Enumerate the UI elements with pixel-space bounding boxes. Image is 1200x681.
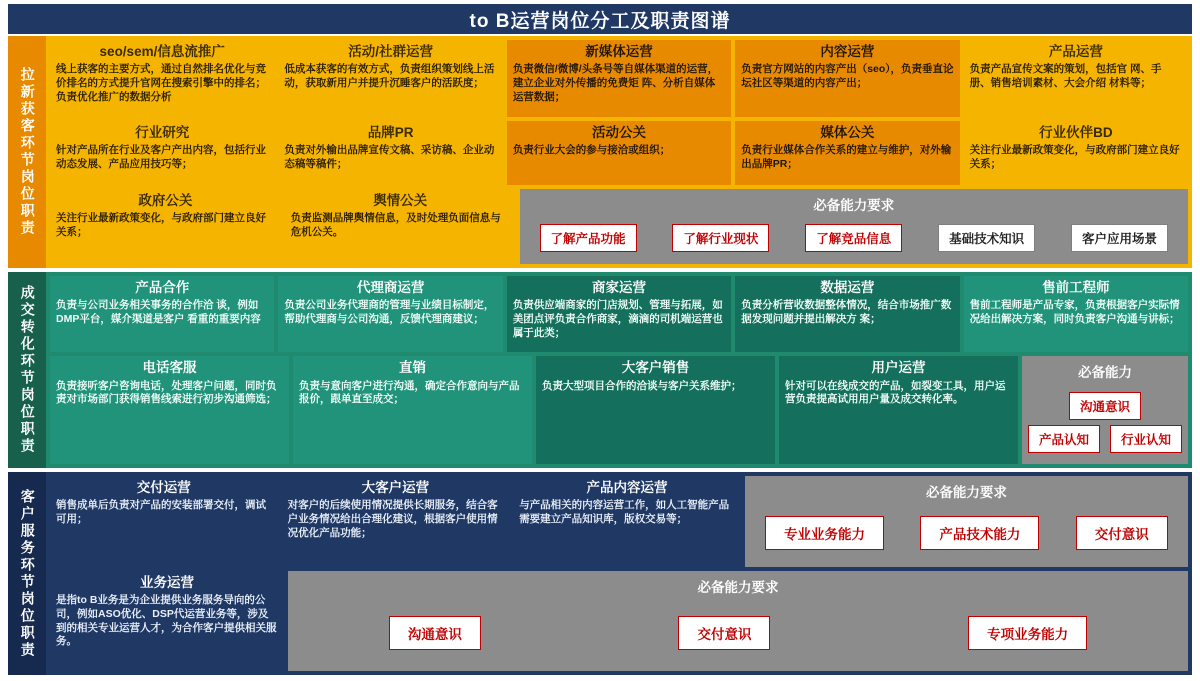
role-card-merchant-ops[interactable] (507, 276, 731, 352)
role-title: 活动公关 (592, 125, 647, 141)
ability-panel-service-top (745, 476, 1188, 567)
role-card-data-ops[interactable] (735, 276, 959, 352)
ability-chip-list (294, 603, 1182, 663)
role-desc: 负责微信/微博/头条号等自媒体渠道的运营，建立企业对外传播的免费矩 阵、分析自媒体运营数据； (512, 63, 719, 103)
role-desc: 售前工程师是产品专家，负责根据客户实际情况给出解决方案，同时负责客户沟通与讲标； (969, 299, 1180, 326)
role-card-product-partnership[interactable] (50, 276, 274, 352)
role-title: seo/sem/信息流推广 (99, 44, 225, 59)
role-desc: 与产品相关的内容运营工作，如人工智能产品需要建立产品知识库，版权交易等； (519, 499, 730, 526)
role-title: 商家运营 (592, 280, 647, 295)
role-title: 行业研究 (135, 125, 190, 141)
role-row (50, 189, 1188, 264)
role-desc: 负责与意向客户进行沟通，确定合作意向与产品报价，跟单直至成交； (299, 379, 520, 406)
ability-chip-row (1028, 425, 1182, 453)
role-card-direct-sales[interactable] (293, 356, 532, 464)
role-desc: 负责与公司业务相关事务的合作洽 谈，例如DMP平台，媒介渠道是客户 看重的重要内容 (56, 299, 261, 326)
role-title: 品牌PR (367, 125, 414, 141)
role-title: 数据运营 (820, 280, 875, 295)
role-desc: 负责行业媒体合作关系的建立与维护，对外输出品牌PR； (741, 144, 952, 171)
role-card-presales-engineer[interactable] (964, 276, 1188, 352)
role-desc: 负责行业大会的参与接洽或组织； (512, 144, 671, 157)
role-card-delivery-ops[interactable] (50, 476, 278, 567)
role-desc: 是指to B业务是为企业提供业务服务导向的公司，例如ASO优化、DSP代运营业务等，涉及到的相关专业运营人才，为合作客户提供相关服务。 (56, 593, 277, 648)
role-title: 大客户运营 (361, 480, 430, 495)
role-title: 行业伙伴BD (1039, 125, 1113, 141)
role-desc: 负责监测品牌舆情信息，及时处理负面信息与危机公关。 (290, 211, 501, 238)
ability-chip[interactable]: 交付意识 (1076, 516, 1168, 550)
role-card-seo-sem[interactable] (50, 40, 274, 117)
role-card-brand-pr[interactable] (278, 121, 502, 184)
role-card-business-ops[interactable] (50, 571, 284, 671)
role-title: 业务运营 (140, 574, 194, 590)
section-spine-label: 拉新获客环节岗位职责 (8, 36, 46, 268)
role-card-industry-research[interactable] (50, 121, 274, 184)
role-title: 用户运营 (871, 360, 926, 376)
role-title: 直销 (399, 360, 426, 376)
ability-panel-service-bottom (288, 571, 1188, 671)
role-row (50, 276, 1188, 352)
ability-chip[interactable]: 专项业务能力 (968, 616, 1087, 650)
role-title: 代理商运营 (356, 280, 425, 295)
role-card-agent-ops[interactable] (278, 276, 502, 352)
role-desc: 针对产品所在行业及客户产出内容，包括行业动态发展、产品应用技巧等； (56, 144, 266, 171)
role-desc: 负责对外输出品牌宣传文稿、采访稿、企业动态稿等稿件； (284, 144, 495, 171)
role-desc: 负责大型项目合作的洽谈与客户关系维护； (542, 379, 742, 392)
role-card-key-account-sales[interactable] (536, 356, 775, 464)
role-title: 大客户销售 (621, 360, 690, 376)
section-conversion (8, 272, 1192, 468)
role-title: 政府公关 (138, 192, 193, 208)
ability-chip[interactable]: 产品技术能力 (920, 516, 1039, 550)
role-title: 新媒体运营 (585, 44, 653, 59)
role-row (50, 571, 1188, 671)
role-title: 舆情公关 (373, 192, 428, 208)
role-row (50, 40, 1188, 117)
role-title: 交付运营 (136, 480, 191, 495)
role-card-content-ops[interactable] (735, 40, 959, 117)
ability-chip[interactable]: 了解行业现状 (672, 224, 769, 252)
ability-chip[interactable]: 沟通意识 (1069, 392, 1141, 420)
role-card-sentiment-pr[interactable] (285, 189, 516, 264)
role-card-event-pr[interactable] (507, 121, 731, 184)
role-row (50, 356, 1188, 464)
role-desc: 关注行业最新政策变化，与政府部门建立良好关系； (969, 144, 1180, 171)
role-title: 媒体公关 (820, 125, 875, 141)
ability-panel-title: 必备能力要求 (697, 579, 779, 595)
role-desc: 销售成单后负责对产品的安装部署交付，调试可用； (56, 499, 266, 526)
ability-panel-title: 必备能力要求 (813, 197, 895, 213)
role-title: 活动/社群运营 (348, 44, 433, 59)
ability-chip[interactable]: 基础技术知识 (938, 224, 1035, 252)
role-title: 售前工程师 (1042, 280, 1110, 295)
role-desc: 负责分析营收数据整体情况，结合市场推广数据发现问题并提出解决方 案； (741, 299, 952, 326)
page-title: to B运营岗位分工及职责图谱 (8, 4, 1192, 34)
ability-chip[interactable]: 交付意识 (678, 616, 770, 650)
role-card-phone-support[interactable] (50, 356, 289, 464)
ability-chip-list (1028, 388, 1182, 456)
role-card-partner-bd[interactable] (964, 121, 1188, 184)
role-card-activity-community[interactable] (278, 40, 502, 117)
role-desc: 关注行业最新政策变化，与政府部门建立良好关系； (56, 211, 266, 238)
role-title: 电话客服 (142, 360, 197, 376)
role-title: 产品合作 (135, 280, 190, 295)
ability-chip[interactable]: 客户应用场景 (1071, 224, 1168, 252)
role-desc: 负责产品宣传文案的策划，包括官 网、手册、销售培训素材、大会介绍 材料等； (969, 63, 1162, 90)
role-card-government-pr[interactable] (50, 189, 281, 264)
ability-chip-row (1069, 392, 1141, 420)
role-title: 产品内容运营 (586, 480, 668, 495)
role-desc: 负责接听客户咨询电话，处理客户问题，同时负责对市场部门获得销售线索进行初步沟通筛选； (56, 379, 277, 406)
role-desc: 对客户的后续使用情况提供长期服务，结合客户业务情况给出合理化建议，根据客户使用情况优化产品功能； (287, 499, 498, 539)
section-grid (46, 272, 1192, 468)
section-grid (46, 36, 1192, 268)
role-card-product-content-ops[interactable] (513, 476, 741, 567)
role-desc: 负责供应端商家的门店规划、管理与拓展，如美团点评负责合作商家，滴滴的司机端运营也属于此类； (512, 299, 723, 339)
section-spine-label: 成交转化环节岗位职责 (8, 272, 46, 468)
ability-chip[interactable]: 了解产品功能 (540, 224, 637, 252)
ability-chip[interactable]: 行业认知 (1110, 425, 1182, 453)
ability-chip[interactable]: 了解竞品信息 (805, 224, 902, 252)
section-spine-label: 客户服务环节岗位职责 (8, 472, 46, 675)
role-desc: 线上获客的主要方式，通过自然排名优化与竞价排名的方式提升官网在搜索引擎中的排名；负责优化推广的数据分析 (56, 63, 266, 103)
role-desc: 针对可以在线成交的产品，如裂变工具，用户运营负责提高试用用户量及成交转化率。 (785, 379, 1006, 406)
role-card-product-ops[interactable] (964, 40, 1188, 117)
role-card-new-media[interactable] (507, 40, 731, 117)
ability-panel-acquisition (520, 189, 1188, 264)
ability-chip[interactable]: 沟通意识 (389, 616, 481, 650)
ability-chip-list (526, 221, 1182, 256)
section-customer-service (8, 472, 1192, 675)
role-title: 产品运营 (1048, 44, 1103, 59)
role-card-key-account-ops[interactable] (282, 476, 510, 567)
section-grid (46, 472, 1192, 675)
ability-chip-list (751, 508, 1182, 559)
role-row (50, 121, 1188, 184)
ability-panel-title: 必备能力 (1078, 365, 1133, 381)
ability-panel-title: 必备能力要求 (925, 485, 1007, 500)
role-desc: 低成本获客的有效方式，负责组织策划线上活动，获取新用户并提升沉睡客户的活跃度； (284, 63, 495, 90)
role-title: 内容运营 (820, 44, 875, 59)
role-desc: 负责官方网站的内容产出（seo），负责垂直论坛社区等渠道的内容产出； (741, 63, 954, 90)
role-desc: 负责公司业务代理商的管理与业绩目标制定，帮助代理商与公司沟通，反馈代理商建议； (284, 299, 495, 326)
ability-panel-conversion (1022, 356, 1188, 464)
role-card-user-ops[interactable] (779, 356, 1018, 464)
ability-chip[interactable]: 产品认知 (1028, 425, 1100, 453)
ability-chip[interactable]: 专业业务能力 (765, 516, 884, 550)
role-row (50, 476, 1188, 567)
section-acquisition (8, 36, 1192, 268)
role-card-media-pr[interactable] (735, 121, 959, 184)
